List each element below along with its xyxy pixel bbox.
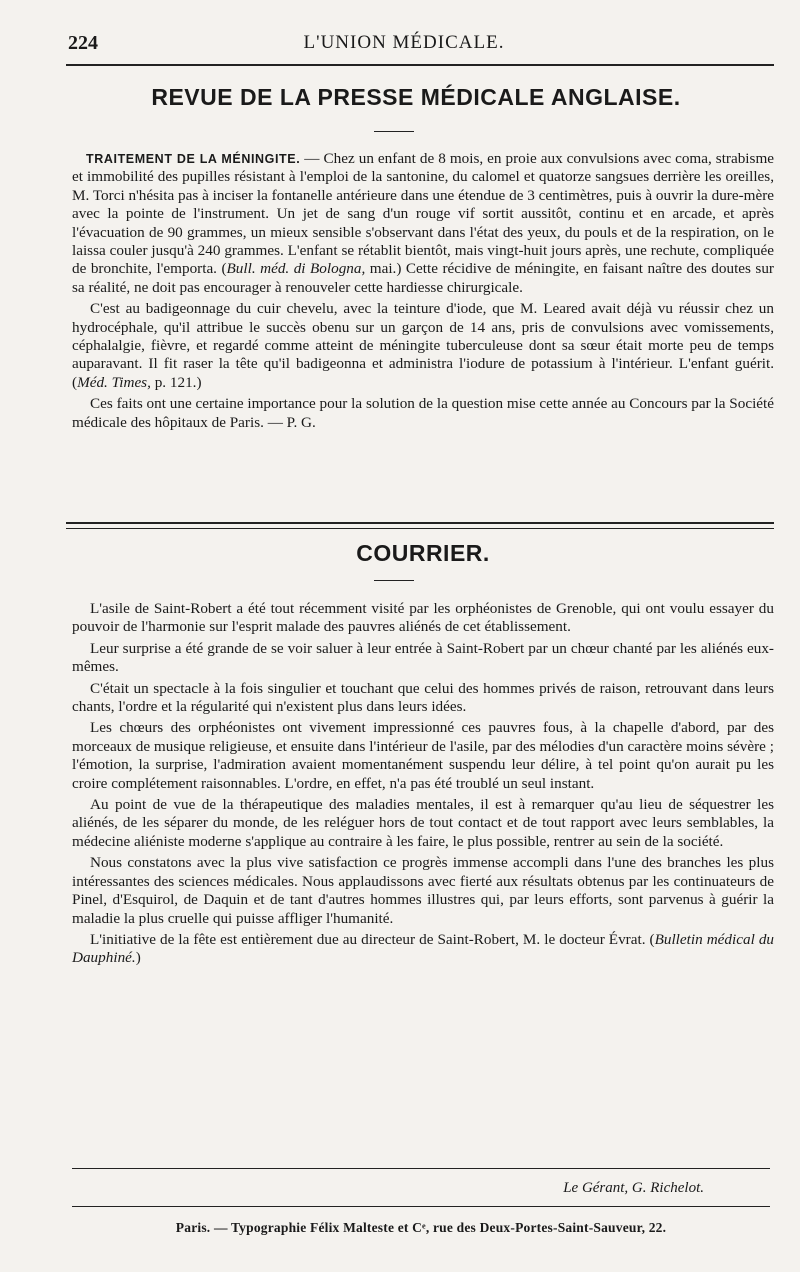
gerant-signature (563, 1180, 704, 1197)
printer-imprint: Paris. — Typographie Félix Malteste et Cᵉ, rue des Deux-Portes-Saint-Sauveur, 22. (175, 1220, 667, 1235)
paragraph: Ces faits ont une certaine importance pour la solution de la question mise cette année au Concours par la Société médicale des hôpitaux de Paris. — P. G. (72, 395, 774, 431)
runin-heading: TRAITEMENT DE LA MÉNINGITE. (86, 152, 301, 166)
paragraph: L'asile de Saint-Robert a été tout récemment visité par les orphéonistes de Grenoble, qui ont voulu essayer du pouvoir de l'harmonie sur l'esprit malade des pauvres aliénés de cet établissement. (72, 600, 774, 636)
header-rule (66, 64, 774, 66)
paragraph-text: L'initiative de la fête est entièrement due au directeur de Saint-Robert, M. le docteur Évrat. ( (90, 930, 655, 948)
running-head (68, 32, 740, 58)
paragraph-text: p. 121.) (150, 373, 202, 391)
paragraph: C'était un spectacle à la fois singulier et touchant que celui des hommes privés de raison, retrouvant dans leurs chants, l'ordre et la régularité qui n'existent plus dans leurs idées. (72, 679, 774, 716)
title-underline (374, 131, 414, 132)
paragraph-text: C'est au badigeonnage du cuir chevelu, avec la teinture d'iode, que M. Leared avait déjà vu réussir chez un hydrocéphale, qu'il attribue le succès obenu sur un garçon de 14 ans, pris de convulsions avec vomissements, céphalalgie, fièvre, et regardé comme atteint de méningite tuberculeuse dont sa sœur était morte peu de temps auparavant. Il fit raser la tête qu'il badigeonna et administra l'iodure de potassium à l'intérieur. L'enfant guérit. ( (72, 300, 774, 391)
section-title-courrier: COURRIER. (356, 540, 490, 566)
footer-rule (72, 1206, 770, 1207)
paragraph (72, 150, 774, 297)
title-underline (374, 580, 414, 581)
paragraph: Nous constatons avec la plus vive satisfaction ce progrès immense accompli dans l'une des branches les plus intéressantes des sciences médicales. Nous applaudissons avec fierté aux résultats obtenus par les continuateurs de Pinel, d'Esquirol, de Daquin et de tant d'autres hommes illustres qui, par leurs efforts, sont parvenus à guérir la maladie la plus cruelle qui puisse affliger l'humanité. (72, 854, 774, 927)
footer-rule (72, 1168, 770, 1169)
citation: Bulletin médical du Dauphiné. (72, 930, 775, 967)
paragraph-text: ) (135, 949, 141, 967)
journal-title: L'UNION MÉDICALE. (303, 32, 505, 53)
citation: Méd. Times, (77, 373, 151, 391)
gerant-text: Le Gérant, G. Richelot. (563, 1180, 704, 1196)
paragraph: Leur surprise a été grande de se voir saluer à leur entrée à Saint-Robert par un chœur chanté par les aliénés eux-mêmes. (72, 639, 774, 676)
paragraph: Les chœurs des orphéonistes ont vivement impressionné ces pauvres fous, à la chapelle d'abord, par des morceaux de musique religieuse, et ensuite dans l'intérieur de l'asile, par des mélodies d'un caractère moins sévère ; l'émotion, la surprise, l'admiration avaient momentanément suspendu leur délire, à tel point qu'on aurait pu les croire complétement raisonnables. L'ordre, en effet, n'a pas été troublé un seul instant. (72, 719, 774, 792)
section-divider (66, 522, 774, 529)
article-revue (72, 150, 774, 435)
paragraph-text: mai.) Cette récidive de méningite, en faisant naître des doutes sur sa réalité, ne doit pas encourager à renouveler cette hardiesse chirurgicale. (72, 260, 774, 296)
paragraph-text: — Chez un enfant de 8 mois, en proie aux convulsions avec coma, strabisme et immobilité des pupilles résistant à l'emploi de la santonine, du calomel et quatorze sangsues derrière les oreilles, M. Torci n'hésita pas à inciser la fontanelle antérieure dans une étendue de 3 centimètres, puis à ouvrir la dure-mère avec la pointe de l'instrument. Un jet de sang d'un rouge vif sortit aussitôt, continu et en arcade, et après l'évacuation de 90 grammes, un mieux sensible s'observant dans l'état des yeux, du pouls et de la respiration, on le laissa couler jusqu'à 240 grammes. L'enfant se rétablit bientôt, mais vingt-huit jours après, une rechute, compliquée de bronchite, l'emporta. ( (72, 150, 774, 278)
section-title-revue: REVUE DE LA PRESSE MÉDICALE ANGLAISE. (151, 84, 681, 110)
page-number: 224 (68, 32, 98, 54)
paragraph (72, 300, 774, 392)
article-courrier (72, 600, 774, 971)
citation: Bull. méd. di Bologna, (226, 260, 366, 278)
paragraph: Au point de vue de la thérapeutique des maladies mentales, il est à remarquer qu'au lieu de séquestrer les aliénés, de les séparer du monde, de les reléguer hors de tout contact et de tout rapport avec leurs semblables, la médecine aliéniste moderne s'applique au contraire à les faire, le plus possible, rentrer au sein de la société. (72, 796, 774, 850)
paragraph (72, 931, 774, 968)
